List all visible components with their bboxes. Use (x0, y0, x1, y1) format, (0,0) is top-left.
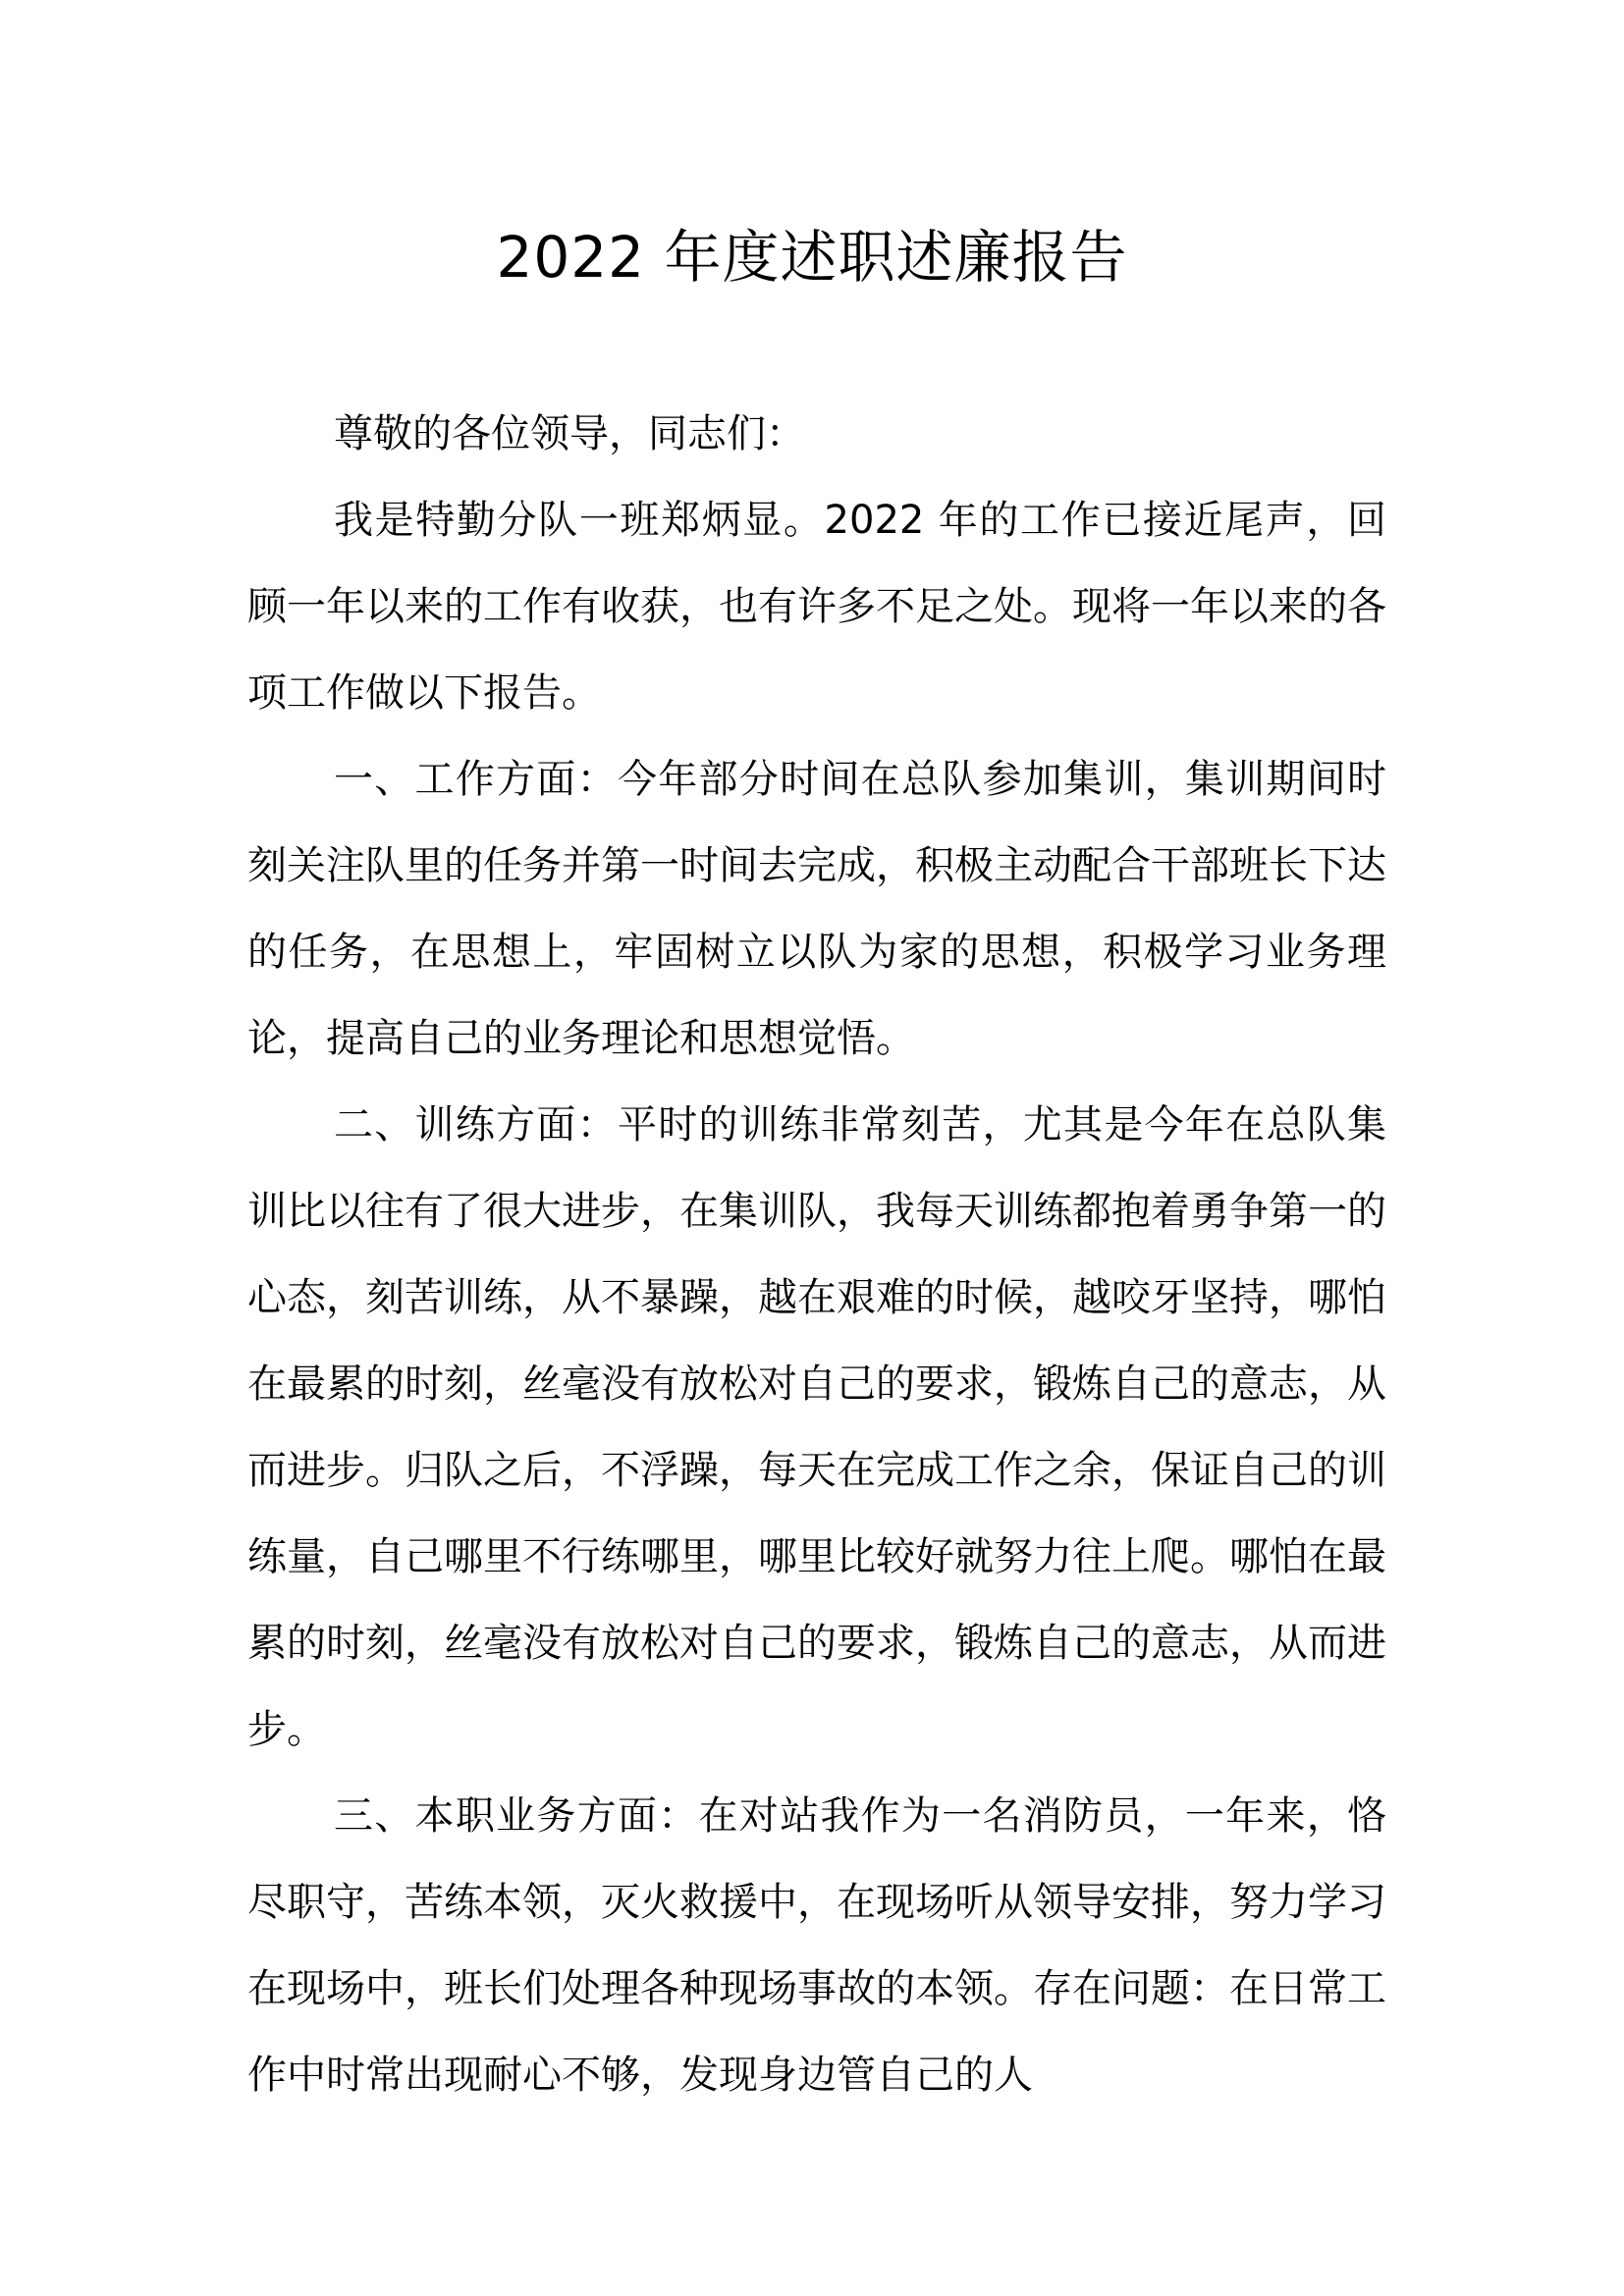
paragraph-training: 二、训练方面：平时的训练非常刻苦，尤其是今年在总队集训比以往有了很大进步，在集训队，我每天训练都抱着勇争第一的心态，刻苦训练，从不暴躁，越在艰难的时候，越咬牙坚持，哪怕在最累的时刻，丝毫没有放松对自己的要求，锻炼自己的意志，从而进步。归队之后，不浮躁，每天在完成工作之余，保证自己的训练量，自己哪里不行练哪里，哪里比较好就努力往上爬。哪怕在最累的时刻，丝毫没有放松对自己的要求，锻炼自己的意志，从而进步。 (247, 1102, 1386, 1752)
paragraph-intro: 我是特勤分队一班郑炳显。2022 年的工作已接近尾声，回顾一年以来的工作有收获，也有许多不足之处。现将一年以来的各项工作做以下报告。 (247, 498, 1386, 716)
salutation: 尊敬的各位领导，同志们： (334, 411, 805, 456)
paragraph-duty: 三、本职业务方面：在对站我作为一名消防员，一年来，恪尽职守，苦练本领，灭火救援中，在现场听从领导安排，努力学习在现场中，班长们处理各种现场事故的本领。存在问题：在日常工作中时常出现耐心不够，发现身边管自己的人 (247, 1793, 1386, 2098)
document-body (247, 391, 1386, 2118)
document-title: 2022 年度述职述廉报告 (496, 224, 1128, 291)
paragraph-work: 一、工作方面：今年部分时间在总队参加集训，集训期间时刻关注队里的任务并第一时间去完成，积极主动配合干部班长下达的任务，在思想上，牢固树立以队为家的思想，积极学习业务理论，提高自己的业务理论和思想觉悟。 (247, 757, 1386, 1061)
